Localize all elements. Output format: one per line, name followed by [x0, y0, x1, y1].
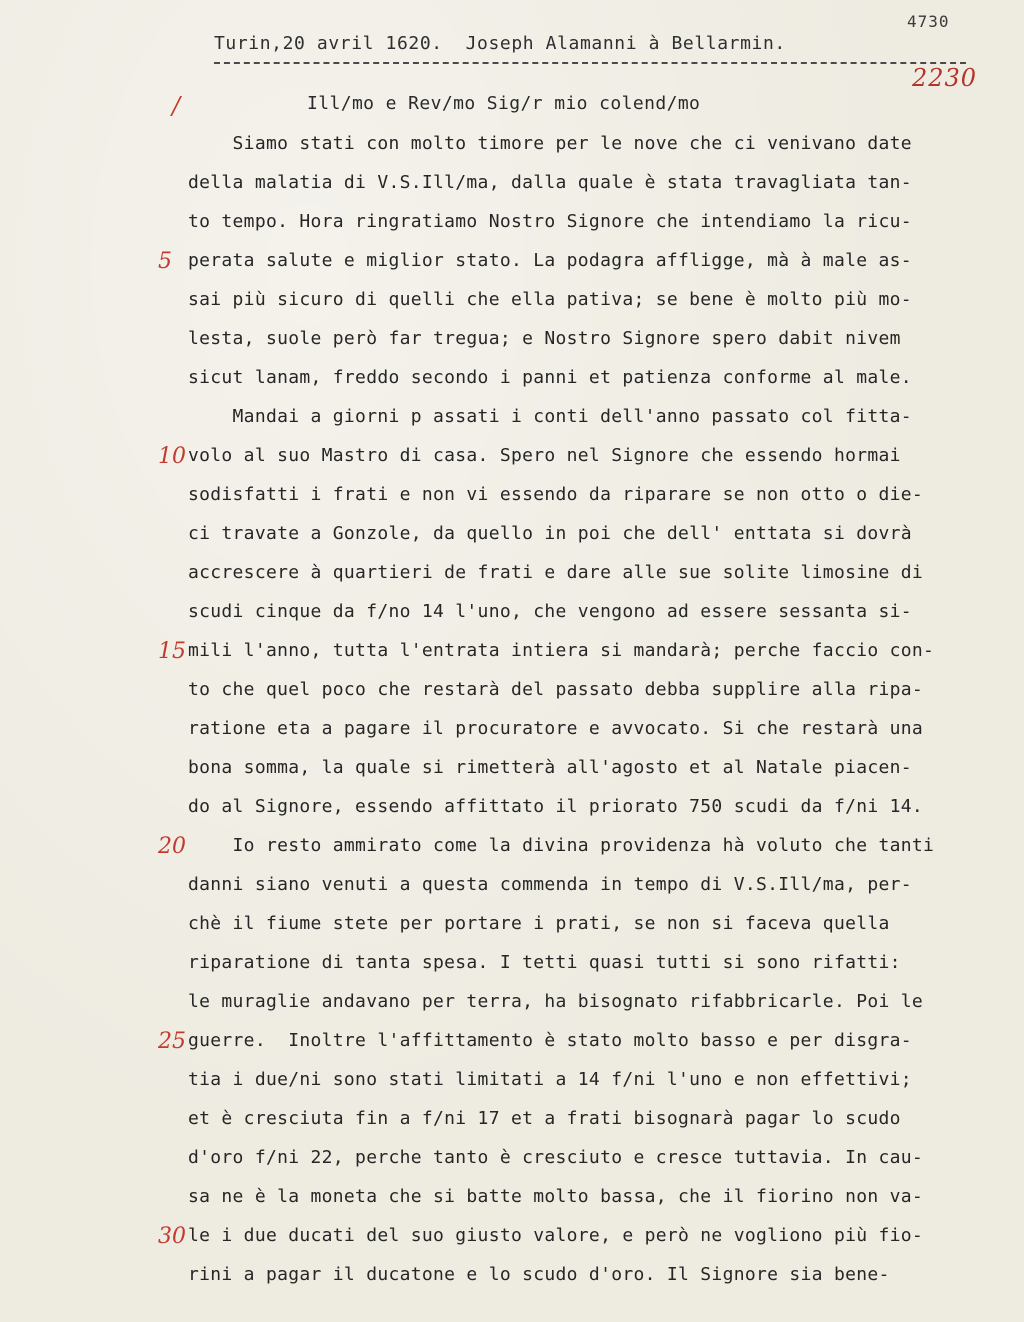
text-line: sicut lanam, freddo secondo i panni et patienza conforme al male.: [188, 367, 912, 388]
text-line: rini a pagar il ducatone e lo scudo d'oro. Il Signore sia bene-: [188, 1264, 890, 1285]
text-line: Siamo stati con molto timore per le nove che ci venivano date: [188, 133, 912, 154]
text-line: sa ne è la moneta che si batte molto bassa, che il fiorino non va-: [188, 1186, 924, 1207]
text-line: mili l'anno, tutta l'entrata intiera si mandarà; perche faccio con-: [188, 640, 935, 661]
text-line: guerre. Inoltre l'affittamento è stato molto basso e per disgra-: [188, 1030, 912, 1051]
text-line: danni siano venuti a questa commenda in tempo di V.S.Ill/ma, per-: [188, 874, 912, 895]
text-line: accrescere à quartieri de frati e dare alle sue solite limosine di: [188, 562, 924, 583]
text-line: d'oro f/ni 22, perche tanto è cresciuto e cresce tuttavia. In cau-: [188, 1147, 924, 1168]
text-line: volo al suo Mastro di casa. Spero nel Signore che essendo hormai: [188, 445, 901, 466]
text-line: chè il fiume stete per portare i prati, se non si faceva quella: [188, 913, 890, 934]
margin-number-10: 10: [158, 444, 186, 469]
margin-number-5: 5: [158, 249, 172, 274]
text-line: scudi cinque da f/no 14 l'uno, che vengono ad essere sessanta si-: [188, 601, 912, 622]
text-line: della malatia di V.S.Ill/ma, dalla quale è stata travagliata tan-: [188, 172, 912, 193]
text-line: tia i due/ni sono stati limitati a 14 f/ni l'uno e non effettivi;: [188, 1069, 912, 1090]
text-line: Mandai a giorni p assati i conti dell'anno passato col fitta-: [188, 406, 912, 427]
text-line: sai più sicuro di quelli che ella pativa; se bene è molto più mo-: [188, 289, 912, 310]
text-line: ratione eta a pagare il procuratore e avvocato. Si che restarà una: [188, 718, 924, 739]
text-line: riparatione di tanta spesa. I tetti quasi tutti si sono rifatti:: [188, 952, 901, 973]
margin-number-20: 20: [158, 834, 186, 859]
text-line: sodisfatti i frati e non vi essendo da riparare se non otto o die-: [188, 484, 924, 505]
margin-number-30: 30: [158, 1224, 186, 1249]
header-divider: [214, 62, 966, 64]
document-header: Turin,20 avril 1620. Joseph Alamanni à Bellarmin.: [214, 33, 786, 54]
text-line: et è cresciuta fin a f/ni 17 et a frati bisognarà pagar lo scudo: [188, 1108, 901, 1129]
salutation: Ill/mo e Rev/mo Sig/r mio colend/mo: [307, 93, 701, 114]
text-line: lesta, suole però far tregua; e Nostro Signore spero dabit nivem: [188, 328, 901, 349]
text-line: le muraglie andavano per terra, ha bisognato rifabbricarle. Poi le: [188, 991, 924, 1012]
margin-number-25: 25: [158, 1029, 186, 1054]
salutation-mark: /: [172, 92, 181, 120]
letter-body: [188, 131, 988, 1301]
margin-number-15: 15: [158, 639, 186, 664]
handwritten-number: 2230: [912, 64, 978, 92]
text-line: to che quel poco che restarà del passato debba supplire alla ripa-: [188, 679, 924, 700]
text-line: bona somma, la quale si rimetterà all'agosto et al Natale piacen-: [188, 757, 912, 778]
text-line: to tempo. Hora ringratiamo Nostro Signore che intendiamo la ricu-: [188, 211, 912, 232]
text-line: le i due ducati del suo giusto valore, e però ne vogliono più fio-: [188, 1225, 924, 1246]
text-line: perata salute e miglior stato. La podagra affligge, mà à male as-: [188, 250, 912, 271]
text-line: ci travate a Gonzole, da quello in poi che dell' enttata si dovrà: [188, 523, 912, 544]
text-line: do al Signore, essendo affittato il priorato 750 scudi da f/ni 14.: [188, 796, 924, 817]
page-number: 4730: [907, 12, 950, 31]
text-line: Io resto ammirato come la divina providenza hà voluto che tanti: [188, 835, 935, 856]
